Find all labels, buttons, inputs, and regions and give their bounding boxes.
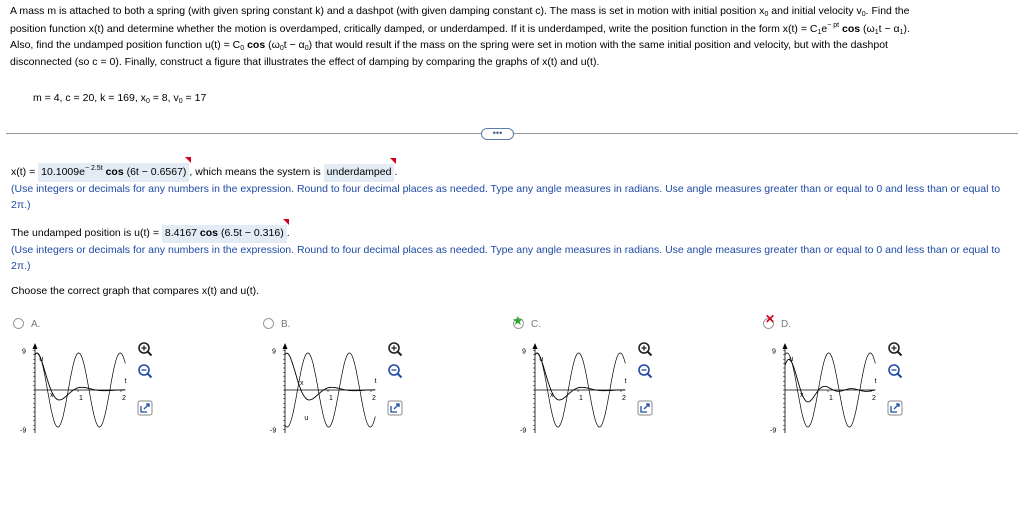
problem-line-2: position function x(t) and determine whether the motion is overdamped, critically damped, or underdamped. If it is underdamped, write the position function in the form $x(t) = C_1e^{- pt}$ $\cos (\omega_1t - \alpha_1)$. bbox=[10, 21, 910, 36]
y-max-label: 9 bbox=[772, 348, 776, 356]
option-d-label: D. bbox=[781, 319, 791, 330]
hint-text-2: (Use integers or decimals for any numbers in the expression. Round to four decimal places as needed. Type any angle measures in radians. Use angle measures greater than or equal to 0 and less than or equal to 2π.) bbox=[11, 244, 1001, 272]
option-c-label: C. bbox=[531, 319, 541, 330]
x-curve bbox=[35, 353, 125, 400]
y-min-label: -9 bbox=[520, 427, 527, 435]
x-curve-label: x bbox=[50, 392, 54, 399]
x-curve bbox=[285, 353, 375, 400]
open-new-window-icon[interactable] bbox=[137, 400, 153, 416]
zoom-out-icon[interactable] bbox=[137, 363, 153, 379]
option-b-radio[interactable] bbox=[263, 318, 274, 329]
option-b[interactable] bbox=[263, 317, 463, 437]
y-axis-arrow bbox=[533, 343, 538, 349]
zoom-out-icon[interactable] bbox=[387, 363, 403, 379]
t-tick-label: 2 bbox=[622, 395, 626, 402]
x-curve-label: x bbox=[300, 380, 304, 387]
given-parameters: m = 4, c = 20, k = 169, $x_0 = 8$, $v_0 = 17$ bbox=[33, 92, 207, 105]
option-a[interactable] bbox=[13, 317, 213, 437]
problem-line-1: A mass m is attached to both a spring (with given spring constant k) and a dashpot (with given damping constant c). The mass is set in motion with initial position $x_0$ and initial velocity $v_0$. Find the bbox=[10, 5, 910, 18]
option-b-label: B. bbox=[281, 319, 291, 330]
zoom-in-icon[interactable] bbox=[137, 341, 153, 357]
undamped-answer-row: The undamped position is u(t) = 8.4167 cos (6.5t − 0.316) . bbox=[11, 225, 290, 243]
t-tick-label: 2 bbox=[122, 395, 126, 402]
zoom-in-icon[interactable] bbox=[387, 341, 403, 357]
option-c[interactable] bbox=[512, 313, 713, 437]
t-axis-label: t bbox=[874, 378, 877, 385]
t-axis-label: t bbox=[624, 378, 627, 385]
y-min-label: -9 bbox=[270, 427, 277, 435]
zoom-in-icon[interactable] bbox=[637, 341, 653, 357]
t-axis-label: t bbox=[374, 378, 377, 385]
t-tick-label: 1 bbox=[79, 395, 83, 402]
y-axis-arrow bbox=[783, 343, 788, 349]
open-new-window-icon[interactable] bbox=[637, 400, 653, 416]
damping-type-answer[interactable]: underdamped bbox=[324, 164, 395, 182]
option-a-label: A. bbox=[31, 319, 41, 330]
more-button[interactable]: ••• bbox=[481, 128, 514, 140]
correct-star-icon: ★ bbox=[512, 313, 524, 328]
y-min-label: -9 bbox=[20, 427, 27, 435]
t-tick-label: 2 bbox=[372, 395, 376, 402]
t-axis-label: t bbox=[124, 378, 127, 385]
y-axis-arrow bbox=[283, 343, 288, 349]
open-new-window-icon[interactable] bbox=[387, 400, 403, 416]
choose-graph-prompt: Choose the correct graph that compares x(t) and u(t). bbox=[11, 285, 260, 297]
position-function-answer[interactable]: $10.1009e^{- 2.5t}$ cos (6t − 0.6567) bbox=[38, 163, 189, 182]
u-curve-label: u bbox=[789, 356, 794, 363]
x-curve bbox=[535, 353, 625, 400]
hint-text-1: (Use integers or decimals for any numbers in the expression. Round to four decimal places as needed. Type any angle measures in radians. Use angle measures greater than or equal to 0 and less than or equal to 2π.) bbox=[11, 183, 1001, 211]
y-max-label: 9 bbox=[22, 348, 26, 356]
u-curve-label: u bbox=[304, 415, 309, 422]
y-min-label: -9 bbox=[770, 427, 777, 435]
undamped-function-answer[interactable]: 8.4167 cos (6.5t − 0.316) bbox=[162, 225, 287, 243]
u-curve-label: u bbox=[39, 356, 44, 363]
problem-statement bbox=[10, 4, 1000, 70]
t-tick-label: 2 bbox=[872, 395, 876, 402]
zoom-out-icon[interactable] bbox=[887, 363, 903, 379]
incorrect-x-icon: ✕ bbox=[765, 312, 776, 326]
y-max-label: 9 bbox=[272, 348, 276, 356]
option-d[interactable] bbox=[763, 312, 963, 437]
problem-line-3: Also, find the undamped position function $u(t) = C_0$ $\cos (\omega_0t - \alpha_0)$ that would result if the mass on the spring were set in motion with the same initial position and velocity, but with the dashpot bbox=[10, 39, 888, 52]
t-tick-label: 1 bbox=[329, 395, 333, 402]
x-curve-label: x bbox=[550, 392, 554, 399]
problem-line-4: disconnected (so c = 0). Finally, construct a figure that illustrates the effect of damping by comparing the graphs of x(t) and u(t). bbox=[10, 55, 600, 68]
u-curve-label: u bbox=[539, 356, 544, 363]
y-axis-arrow bbox=[33, 343, 38, 349]
x-curve-label: x bbox=[800, 392, 804, 399]
option-a-radio[interactable] bbox=[13, 318, 24, 329]
zoom-out-icon[interactable] bbox=[637, 363, 653, 379]
position-answer-row: $x(t) = 10.1009e^{- 2.5t}$ cos (6t − 0.6567) , which means the system is underdamped . bbox=[11, 163, 397, 182]
t-tick-label: 1 bbox=[829, 395, 833, 402]
open-new-window-icon[interactable] bbox=[887, 400, 903, 416]
t-tick-label: 1 bbox=[579, 395, 583, 402]
y-max-label: 9 bbox=[522, 348, 526, 356]
zoom-in-icon[interactable] bbox=[887, 341, 903, 357]
